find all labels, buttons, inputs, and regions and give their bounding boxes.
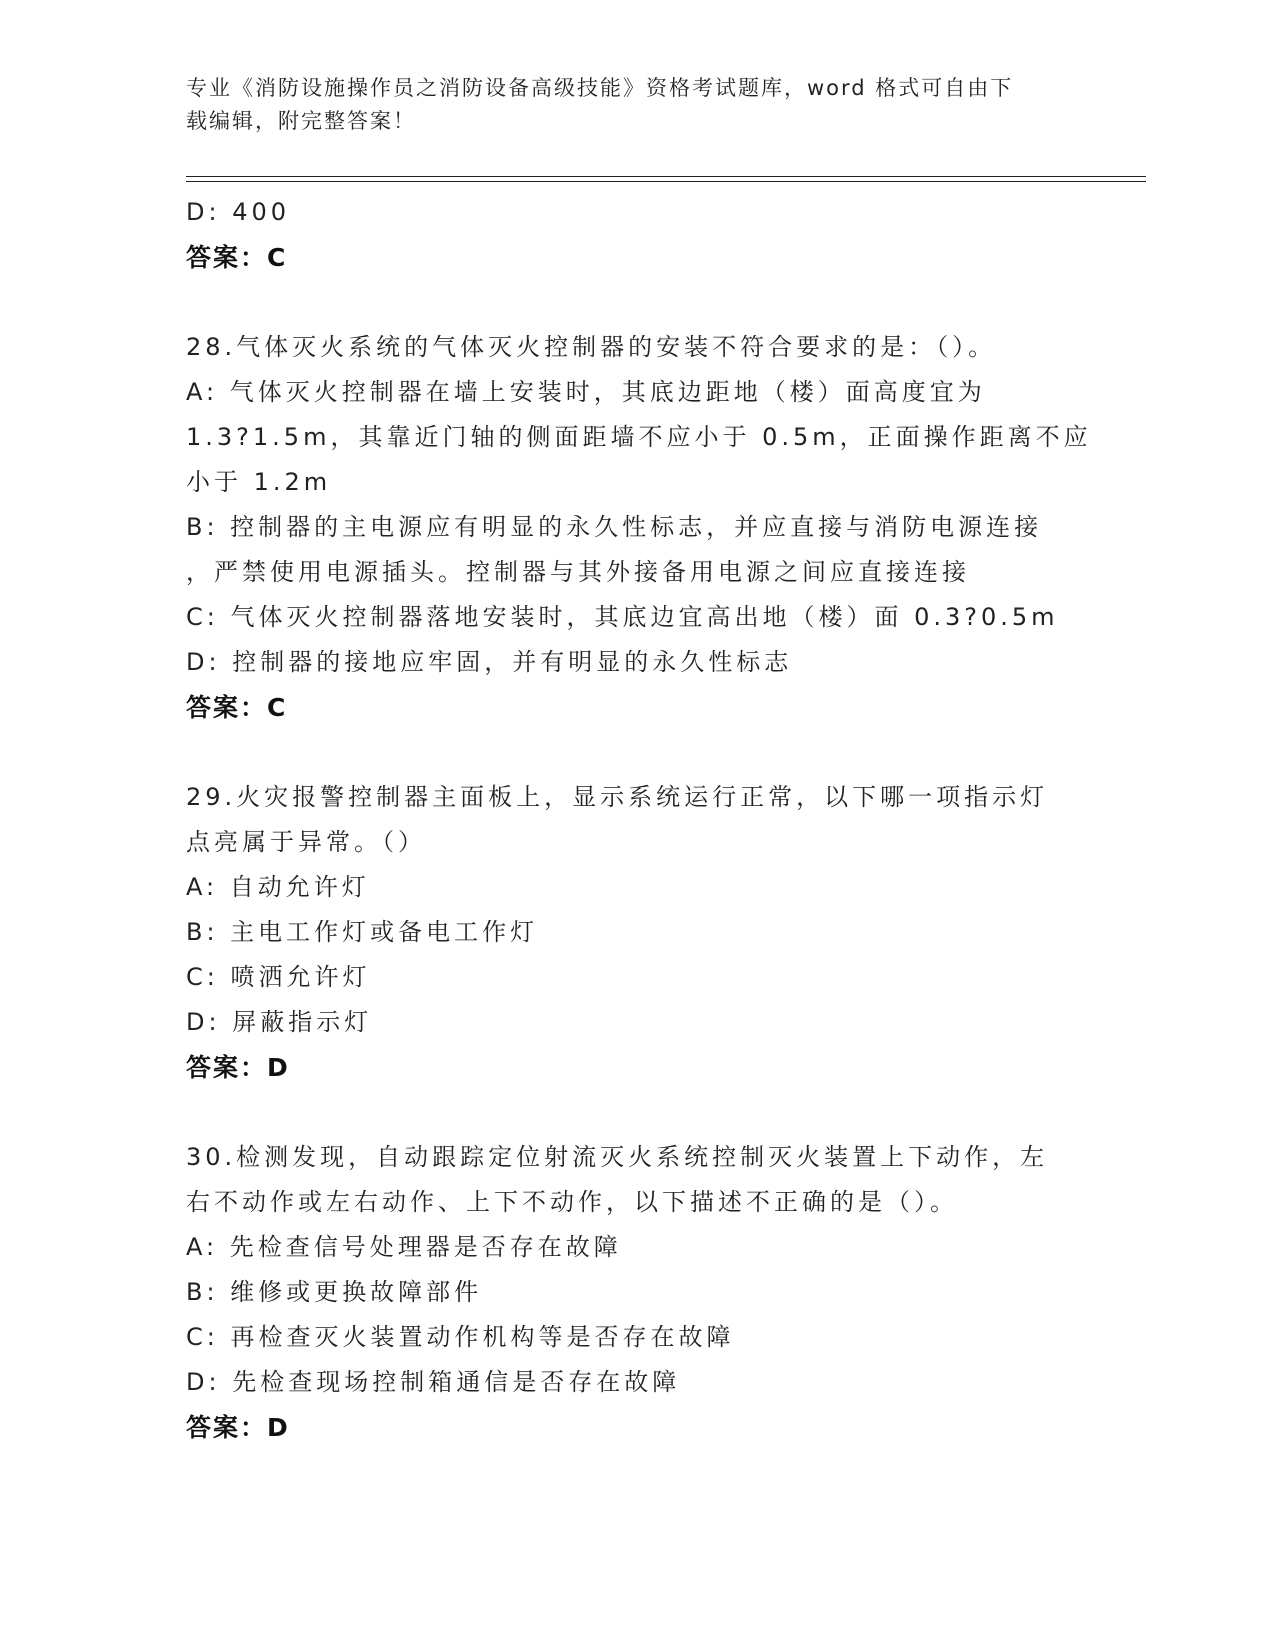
question-30 [186,1135,1086,1450]
option-d: D: 先检查现场控制箱通信是否存在故障 [186,1368,681,1396]
question-stem: 29.火灾报警控制器主面板上，显示系统运行正常，以下哪一项指示灯 [186,783,1049,811]
header-divider-top [186,176,1146,177]
option-a-continued: 1.3?1.5m，其靠近门轴的侧面距墙不应小于 0.5m，正面操作距离不应 [186,423,1092,451]
previous-question-tail [186,190,1086,280]
question-stem-continued: 点亮属于异常。（） [186,828,426,856]
question-29 [186,775,1086,1090]
question-stem: 30.检测发现，自动跟踪定位射流灭火系统控制灭火装置上下动作，左 [186,1143,1049,1171]
question-28 [186,325,1092,730]
option-b: B: 控制器的主电源应有明显的永久性标志，并应直接与消防电源连接 [186,513,1043,541]
option-a: A: 气体灭火控制器在墙上安装时，其底边距地（楼）面高度宜为 [186,378,986,406]
option-a-continued: 小于 1.2m [186,468,332,496]
option-b: B: 维修或更换故障部件 [186,1278,483,1306]
answer-label: 答案：D [186,1413,290,1442]
spacer [186,730,1086,775]
header-line-1: 专业《消防设施操作员之消防设备高级技能》资格考试题库，word 格式可自由下 [186,76,1014,100]
option-c: C: 气体灭火控制器落地安装时，其底边宜高出地（楼）面 0.3?0.5m [186,603,1059,631]
header-line-2: 载编辑，附完整答案！ [186,109,416,133]
document-header [186,72,1066,138]
header-divider-bottom [186,181,1146,182]
option-c: C: 再检查灭火装置动作机构等是否存在故障 [186,1323,735,1351]
spacer [186,1090,1086,1135]
question-stem: 28.气体灭火系统的气体灭火控制器的安装不符合要求的是：（）。 [186,333,997,361]
option-d: D: 控制器的接地应牢固，并有明显的永久性标志 [186,648,793,676]
option-d: D: 400 [186,198,291,226]
option-b: B: 主电工作灯或备电工作灯 [186,918,539,946]
answer-label: 答案：C [186,693,288,722]
answer-label: 答案：C [186,243,288,272]
question-content [186,190,1092,1450]
option-b-continued: ，严禁使用电源插头。控制器与其外接备用电源之间应直接连接 [186,558,970,586]
option-a: A: 自动允许灯 [186,873,370,901]
option-d: D: 屏蔽指示灯 [186,1008,373,1036]
answer-label: 答案：D [186,1053,290,1082]
question-stem-continued: 右不动作或左右动作、上下不动作，以下描述不正确的是（）。 [186,1188,958,1216]
option-a: A: 先检查信号处理器是否存在故障 [186,1233,622,1261]
option-c: C: 喷洒允许灯 [186,963,371,991]
spacer [186,280,1086,325]
